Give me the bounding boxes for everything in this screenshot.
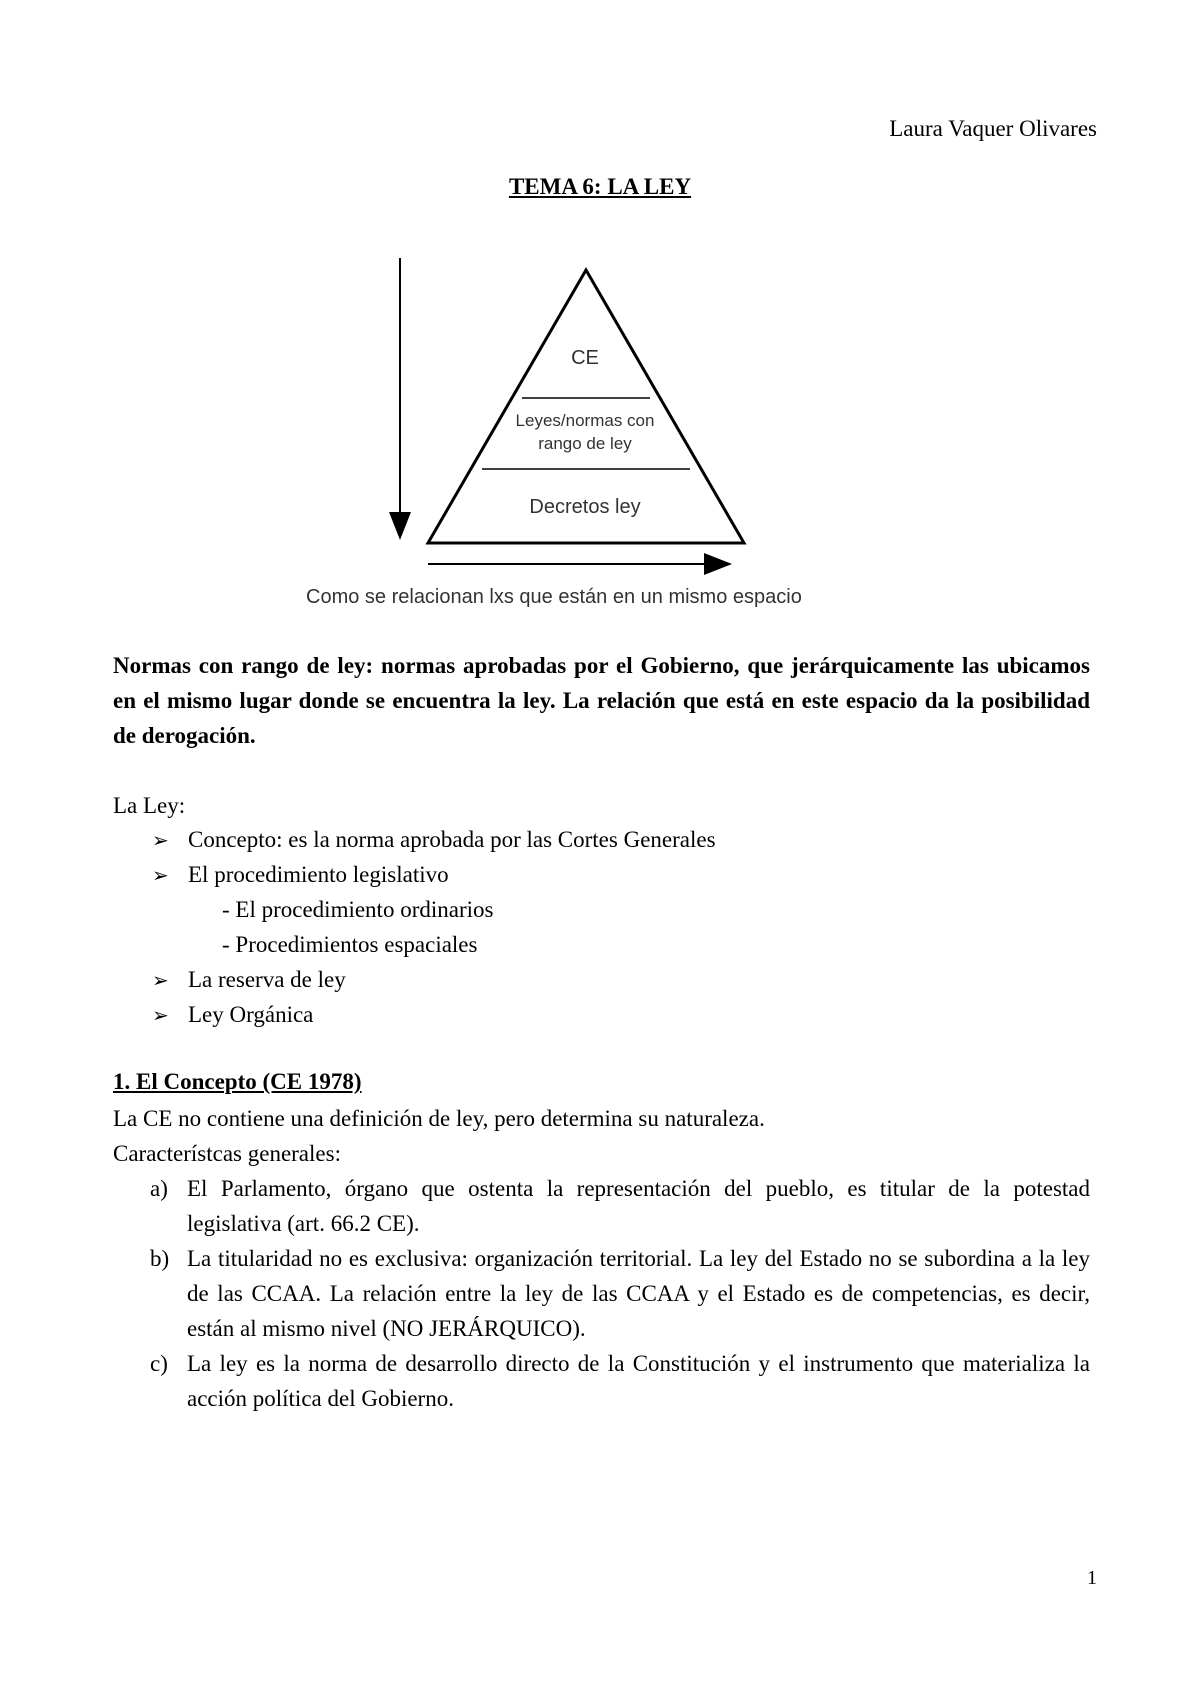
enum-item bbox=[150, 1241, 1090, 1346]
intro-paragraph: Normas con rango de ley: normas aprobadas por el Gobierno, que jerárquicamente las ubicamos en el mismo lugar donde se encuentra la ley. La relación que está en este espacio da la posibilidad de derogación. bbox=[113, 653, 1090, 748]
enum-item bbox=[150, 1171, 1090, 1241]
list-item-text: Ley Orgánica bbox=[188, 1002, 314, 1027]
level-ce: CE bbox=[571, 347, 599, 369]
list-item bbox=[152, 822, 716, 858]
section-line: Característcas generales: bbox=[113, 1141, 341, 1166]
vertical-arrow-head bbox=[389, 512, 411, 540]
hierarchy-pyramid-diagram bbox=[380, 250, 780, 580]
arrow-bullet-icon: ➢ bbox=[152, 1003, 169, 1027]
list-item-text: La reserva de ley bbox=[188, 967, 346, 992]
list-item bbox=[152, 962, 346, 998]
section-line: La CE no contiene una definición de ley, pero determina su naturaleza. bbox=[113, 1106, 765, 1131]
sub-item: - El procedimiento ordinarios bbox=[222, 897, 494, 922]
enum-label: a) bbox=[150, 1176, 168, 1201]
level-leyes-line2: rango de ley bbox=[538, 434, 632, 453]
sub-item: - Procedimientos espaciales bbox=[222, 932, 478, 957]
enum-label: c) bbox=[150, 1351, 168, 1376]
section-heading: 1. El Concepto (CE 1978) bbox=[113, 1069, 362, 1094]
list-item-text: Concepto: es la norma aprobada por las Cortes Generales bbox=[188, 827, 716, 852]
list-item bbox=[152, 857, 449, 893]
enum-text: El Parlamento, órgano que ostenta la representación del pueblo, es titular de la potestad legislativa (art. 66.2 CE). bbox=[187, 1176, 1090, 1236]
page-number: 1 bbox=[1087, 1567, 1097, 1589]
arrow-bullet-icon: ➢ bbox=[152, 828, 169, 852]
level-leyes-line1: Leyes/normas con bbox=[515, 411, 655, 430]
list-item-text: El procedimiento legislativo bbox=[188, 862, 449, 887]
level-decretos: Decretos ley bbox=[529, 496, 641, 518]
horizontal-arrow-head bbox=[704, 553, 732, 575]
enum-text: La ley es la norma de desarrollo directo de la Constitución y el instrumento que materializa la acción política del Gobierno. bbox=[187, 1351, 1090, 1411]
enum-label: b) bbox=[150, 1246, 170, 1271]
page-title: TEMA 6: LA LEY bbox=[508, 174, 692, 199]
enum-text: La titularidad no es exclusiva: organización territorial. La ley del Estado no se subordina a la ley de las CCAA. La relación entre la ley de las CCAA y el Estado es de competencias, es decir, están al mismo nivel (NO JERÁRQUICO). bbox=[187, 1246, 1090, 1341]
diagram-caption: Como se relacionan lxs que están en un mismo espacio bbox=[306, 586, 802, 608]
arrow-bullet-icon: ➢ bbox=[152, 863, 169, 887]
author-name: Laura Vaquer Olivares bbox=[889, 116, 1097, 141]
arrow-bullet-icon: ➢ bbox=[152, 968, 169, 992]
list-item bbox=[152, 997, 313, 1033]
ley-list-label: La Ley: bbox=[113, 793, 186, 818]
enum-item bbox=[150, 1346, 1090, 1416]
